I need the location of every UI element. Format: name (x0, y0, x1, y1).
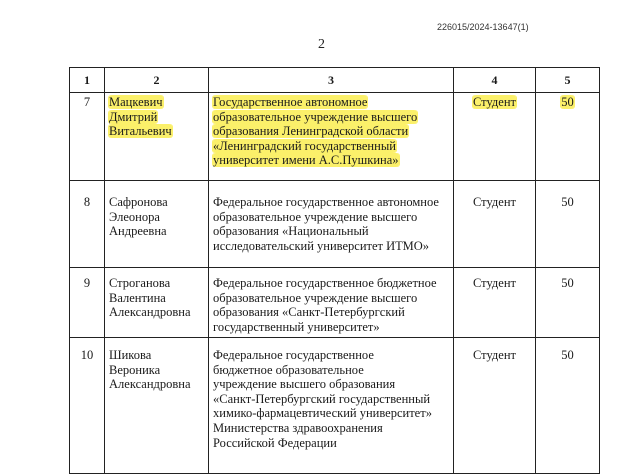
person-name: Строганова Валентина Александровна (105, 268, 209, 338)
amount: 50 (536, 338, 600, 474)
column-header: 5 (536, 68, 600, 93)
status: Студент (454, 338, 536, 474)
person-name: Шикова Вероника Александровна (105, 338, 209, 474)
document-id: 226015/2024-13647(1) (437, 22, 529, 32)
column-header: 2 (105, 68, 209, 93)
row-number: 9 (70, 268, 105, 338)
row-number: 10 (70, 338, 105, 474)
amount: 50 (536, 181, 600, 268)
column-header: 4 (454, 68, 536, 93)
table-row (70, 93, 600, 181)
page-number: 2 (318, 37, 325, 52)
organization: Федеральное государственное бюджетное образовательное учреждение высшего образования «Санкт-Петербургский государственный университет» (209, 268, 454, 338)
organization: Государственное автономное образовательное учреждение высшего образования Ленинградской области «Ленинградский государственный университет имени А.С.Пушкина» (209, 93, 454, 181)
amount: 50 (536, 268, 600, 338)
status: Студент (454, 268, 536, 338)
recipients-table (69, 67, 600, 474)
row-number: 8 (70, 181, 105, 268)
table-header-row (70, 68, 600, 93)
table-row (70, 181, 600, 268)
table-row (70, 338, 600, 474)
amount: 50 (536, 93, 600, 181)
column-header: 1 (70, 68, 105, 93)
person-name: Мацкевич Дмитрий Витальевич (105, 93, 209, 181)
organization: Федеральное государственное автономное образовательное учреждение высшего образования «Национальный исследовательский университет ИТМО» (209, 181, 454, 268)
status: Студент (454, 181, 536, 268)
table-row (70, 268, 600, 338)
column-header: 3 (209, 68, 454, 93)
row-number: 7 (70, 93, 105, 181)
person-name: Сафронова Элеонора Андреевна (105, 181, 209, 268)
status: Студент (454, 93, 536, 181)
organization: Федеральное государственное бюджетное образовательное учреждение высшего образования «Санкт-Петербургский государственный химико-фармацевтический университет» Министерства здравоохранения Российской Федерации (209, 338, 454, 474)
